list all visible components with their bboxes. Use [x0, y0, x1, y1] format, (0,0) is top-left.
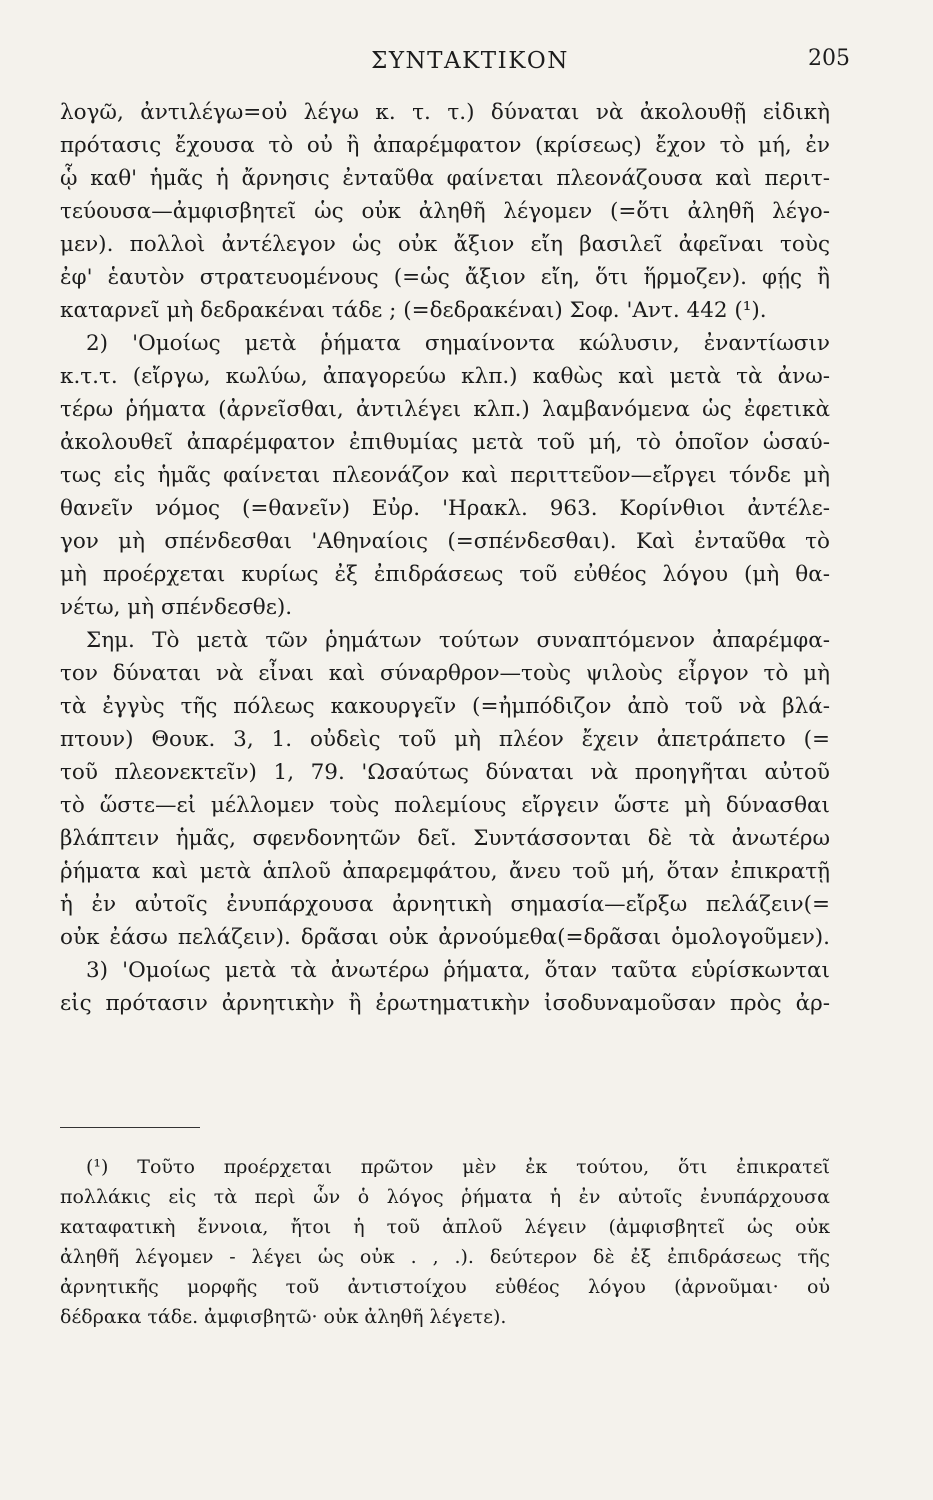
- text-line: οὐκ ἐάσω πελάζειν). δρᾶσαι οὐκ ἀρνούμεθα(=δρᾶσαι ὁμολογοῦμεν).: [60, 925, 830, 950]
- page-number: 205: [808, 46, 850, 71]
- text-line: καταρνεῖ μὴ δεδρακέναι τάδε ; (=δεδρακέναι) Σοφ. 'Αντ. 442 (¹).: [60, 298, 767, 323]
- text-line: τον δύναται νὰ εἶναι καὶ σύναρθρον—τοὺς ψιλοὺς εἶργον τὸ μὴ: [60, 661, 830, 686]
- text-line: τως εἰς ἡμᾶς φαίνεται πλεονάζον καὶ περιττεῦον—εἴργει τόνδε μὴ: [60, 463, 830, 488]
- footnote-line: δέδρακα τάδε. ἀμφισβητῶ· οὐκ ἀληθῆ λέγετε).: [60, 1306, 507, 1328]
- text-line: τὸ ὥστε—εἰ μέλλομεν τοὺς πολεμίους εἴργειν ὥστε μὴ δύνασθαι: [60, 793, 830, 818]
- text-line: Σημ. Τὸ μετὰ τῶν ῥημάτων τούτων συναπτόμενον ἀπαρέμφα-: [86, 628, 830, 653]
- text-line: 3) 'Ομοίως μετὰ τὰ ἀνωτέρω ῥήματα, ὅταν ταῦτα εὑρίσκωνται: [86, 958, 830, 983]
- text-line: γον μὴ σπένδεσθαι 'Αθηναίοις (=σπένδεσθαι). Καὶ ἐνταῦθα τὸ: [60, 529, 830, 554]
- text-line: τοῦ πλεονεκτεῖν) 1, 79. 'Ωσαύτως δύναται νὰ προηγῆται αὐτοῦ: [60, 760, 830, 785]
- text-line: 2) 'Ομοίως μετὰ ῥήματα σημαίνοντα κώλυσιν, ἐναντίωσιν: [86, 331, 830, 356]
- text-line: τέρω ῥήματα (ἀρνεῖσθαι, ἀντιλέγει κλπ.) λαμβανόμενα ὡς ἐφετικὰ: [60, 397, 830, 422]
- text-line: πρότασις ἔχουσα τὸ οὐ ἢ ἀπαρέμφατον (κρίσεως) ἔχον τὸ μή, ἐν: [60, 133, 830, 158]
- footnote: [60, 1152, 830, 1332]
- main-text: [60, 96, 830, 1020]
- text-line: τὰ ἐγγὺς τῆς πόλεως κακουργεῖν (=ἠμπόδιζον ἀπὸ τοῦ νὰ βλά-: [60, 694, 830, 719]
- text-line: ἡ ἐν αὐτοῖς ἐνυπάρχουσα ἀρνητικὴ σημασία—εἴρξω πελάζειν(=: [60, 892, 830, 917]
- text-line: θανεῖν νόμος (=θανεῖν) Εὐρ. 'Ηρακλ. 963. Κορίνθιοι ἀντέλε-: [60, 496, 830, 521]
- text-line: λογῶ, ἀντιλέγω=οὐ λέγω κ. τ. τ.) δύναται νὰ ἀκολουθῇ εἰδικὴ: [60, 100, 830, 125]
- text-line: ἐφ' ἑαυτὸν στρατευομένους (=ὡς ἄξιον εἴη, ὅτι ἥρμοζεν). φῄς ἢ: [60, 265, 830, 290]
- text-line: μεν). πολλοὶ ἀντέλεγον ὡς οὐκ ἄξιον εἴη βασιλεῖ ἀφεῖναι τοὺς: [60, 232, 830, 257]
- text-line: βλάπτειν ἡμᾶς, σφενδονητῶν δεῖ. Συντάσσονται δὲ τὰ ἀνωτέρω: [60, 826, 830, 851]
- text-line: ῥήματα καὶ μετὰ ἁπλοῦ ἀπαρεμφάτου, ἄνευ τοῦ μή, ὅταν ἐπικρατῇ: [60, 859, 830, 884]
- text-line: εἰς πρότασιν ἀρνητικὴν ἢ ἐρωτηματικὴν ἰσοδυναμοῦσαν πρὸς ἀρ-: [60, 991, 830, 1016]
- footnote-divider: [60, 1127, 200, 1128]
- text-line: ἀκολουθεῖ ἀπαρέμφατον ἐπιθυμίας μετὰ τοῦ μή, τὸ ὁποῖον ὡσαύ-: [60, 430, 830, 455]
- text-line: κ.τ.τ. (εἴργω, κωλύω, ἀπαγορεύω κλπ.) καθὼς καὶ μετὰ τὰ ἀνω-: [60, 364, 830, 389]
- text-line: πτουν) Θουκ. 3, 1. οὐδεὶς τοῦ μὴ πλέον ἔχειν ἀπετράπετο (=: [60, 727, 830, 752]
- running-title: ΣΥΝΤΑΚΤΙΚΟΝ: [371, 48, 569, 74]
- footnote-line: καταφατικὴ ἔννοια, ἤτοι ἡ τοῦ ἁπλοῦ λέγειν (ἀμφισβητεῖ ὡς οὐκ: [60, 1216, 830, 1238]
- page-header: [90, 44, 850, 84]
- text-line: νέτω, μὴ σπένδεσθε).: [60, 595, 293, 620]
- text-line: ᾧ καθ' ἡμᾶς ἡ ἄρνησις ἐνταῦθα φαίνεται πλεονάζουσα καὶ περιτ-: [60, 166, 830, 191]
- footnote-line: ἀρνητικῆς μορφῆς τοῦ ἀντιστοίχου εὐθέος λόγου (ἀρνοῦμαι· οὐ: [60, 1276, 830, 1298]
- footnote-line: ἀληθῆ λέγομεν - λέγει ὡς οὐκ . , .). δεύτερον δὲ ἐξ ἐπιδράσεως τῆς: [60, 1246, 830, 1268]
- footnote-line: πολλάκις εἰς τὰ περὶ ὧν ὁ λόγος ῥήματα ἡ ἐν αὐτοῖς ἐνυπάρχουσα: [60, 1186, 830, 1208]
- footnote-line: (¹) Τοῦτο προέρχεται πρῶτον μὲν ἐκ τούτου, ὅτι ἐπικρατεῖ: [86, 1156, 830, 1178]
- text-line: τεύουσα—ἀμφισβητεῖ ὡς οὐκ ἀληθῆ λέγομεν (=ὅτι ἀληθῆ λέγο-: [60, 199, 830, 224]
- text-line: μὴ προέρχεται κυρίως ἐξ ἐπιδράσεως τοῦ εὐθέος λόγου (μὴ θα-: [60, 562, 830, 587]
